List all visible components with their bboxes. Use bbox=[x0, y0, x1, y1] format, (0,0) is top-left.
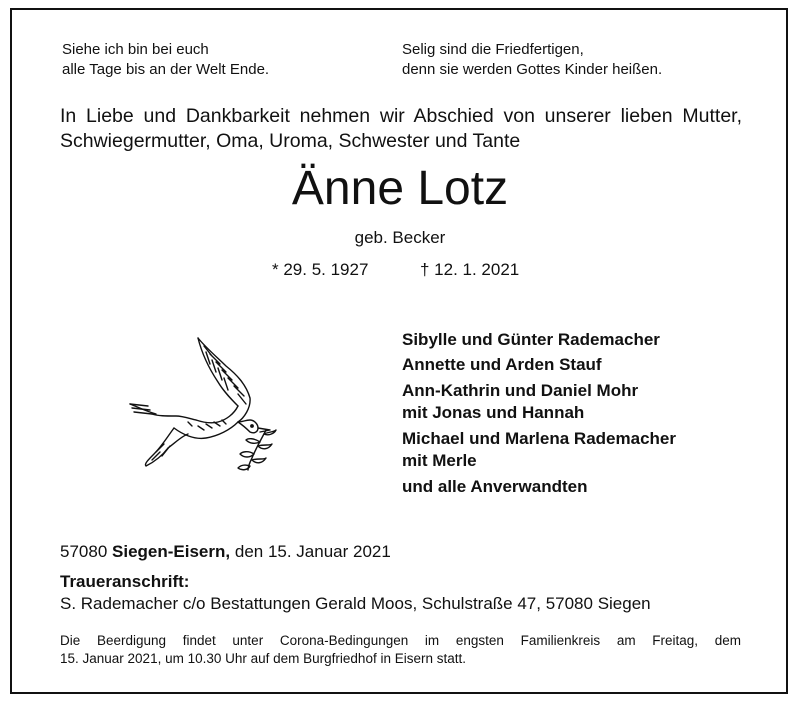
death-date: † 12. 1. 2021 bbox=[420, 260, 520, 279]
mourner-line-7: und alle Anverwandten bbox=[402, 477, 588, 496]
place-date bbox=[60, 541, 391, 563]
mourner-line-3: Ann-Kathrin und Daniel Mohr bbox=[402, 381, 639, 400]
mourner-line-4: mit Jonas und Hannah bbox=[402, 403, 585, 422]
maiden-name: geb. Becker bbox=[354, 228, 446, 247]
bible-verse-left bbox=[62, 40, 269, 80]
bible-verse-left-line-1: Siehe ich bin bei euch bbox=[62, 41, 209, 58]
mourning-address-label: Traueranschrift: bbox=[60, 572, 190, 591]
bible-verse-right bbox=[402, 40, 662, 80]
deceased-name: Änne Lotz bbox=[291, 162, 509, 215]
intro-line-2: Schwiegermutter, Oma, Uroma, Schwester und Tante bbox=[60, 130, 521, 152]
mourning-address: S. Rademacher c/o Bestattungen Gerald Moos, Schulstraße 47, 57080 Siegen bbox=[60, 594, 651, 613]
mourner-line-1: Sibylle und Günter Rademacher bbox=[402, 330, 660, 349]
birth-date: * 29. 5. 1927 bbox=[272, 260, 369, 279]
city: Siegen-Eisern, bbox=[112, 542, 231, 561]
funeral-note bbox=[60, 632, 741, 668]
bible-verse-left-line-2: alle Tage bis an der Welt Ende. bbox=[62, 61, 270, 78]
intro-line-1: In Liebe und Dankbarkeit nehmen wir Abschied von unserer lieben Mutter, bbox=[60, 105, 742, 127]
mourner-line-6: mit Merle bbox=[402, 451, 477, 470]
bible-verse-right-line-1: Selig sind die Friedfertigen, bbox=[402, 41, 584, 58]
bible-verse-right-line-2: denn sie werden Gottes Kinder heißen. bbox=[402, 61, 663, 78]
dove-with-olive-branch-icon bbox=[126, 334, 286, 474]
intro-text bbox=[60, 104, 742, 154]
mourner-line-2: Annette und Arden Stauf bbox=[402, 355, 602, 374]
mourner-line-5: Michael und Marlena Rademacher bbox=[402, 429, 676, 448]
postcode: 57080 bbox=[60, 542, 108, 561]
notice-date: den 15. Januar 2021 bbox=[234, 542, 391, 561]
funeral-note-line-2: 15. Januar 2021, um 10.30 Uhr auf dem Burgfriedhof in Eisern statt. bbox=[60, 651, 466, 666]
funeral-note-line-1: Die Beerdigung findet unter Corona-Bedingungen im engsten Familienkreis am Freitag, dem bbox=[60, 633, 741, 648]
